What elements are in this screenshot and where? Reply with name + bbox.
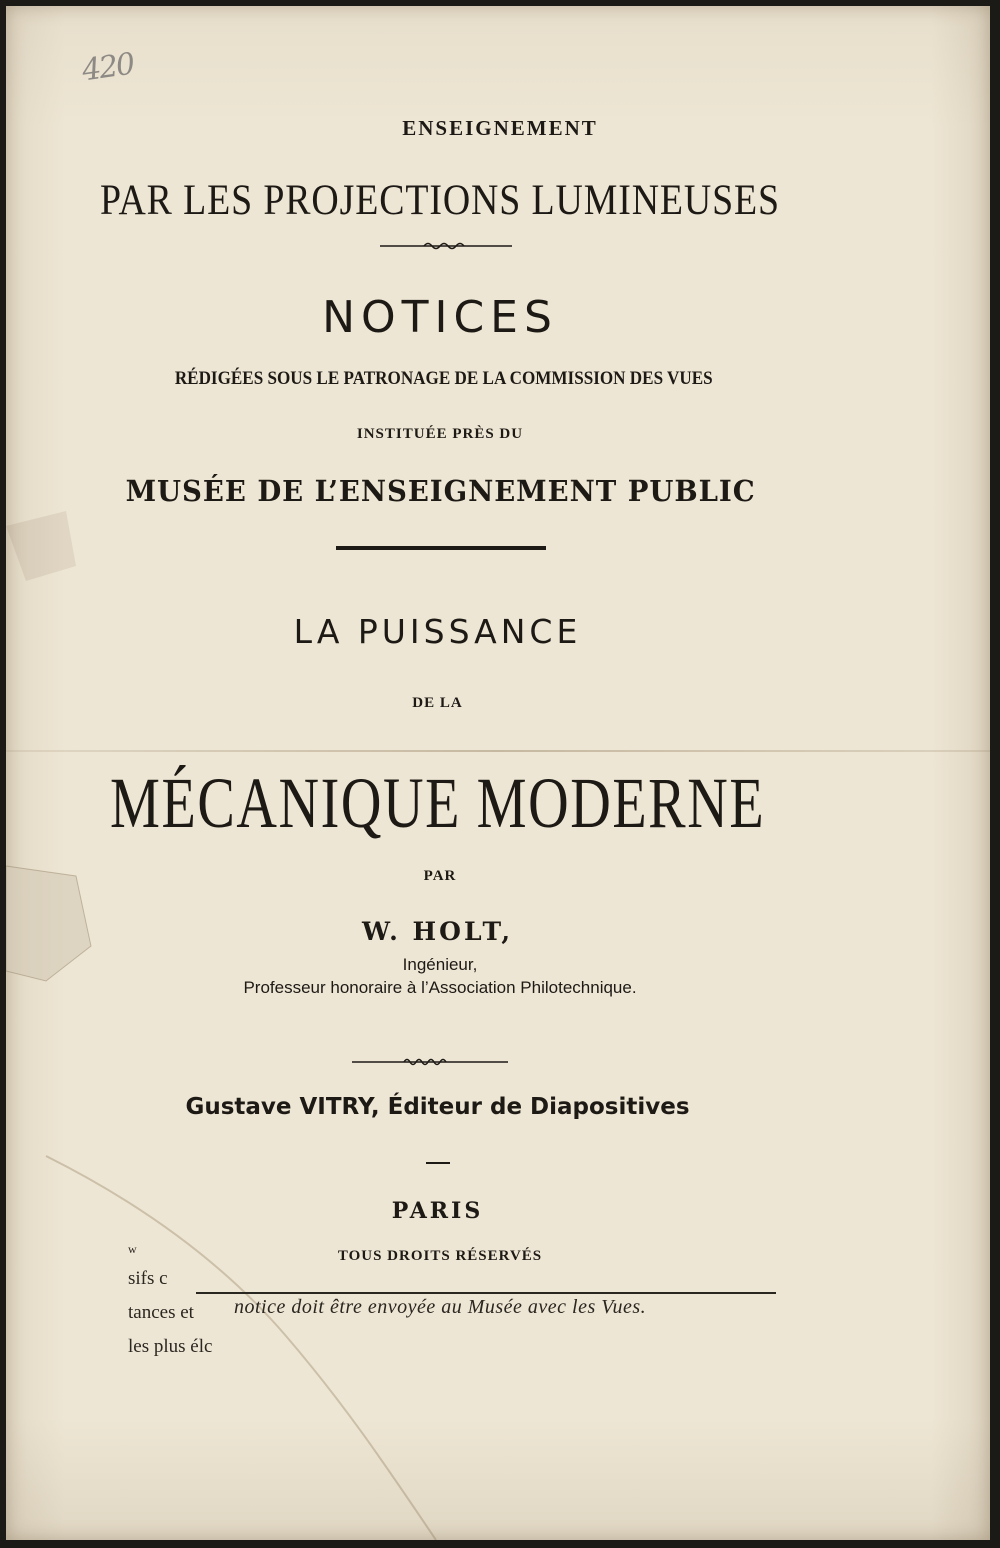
rights-reserved: TOUS DROITS RÉSERVÉS	[337, 1248, 543, 1264]
notice-line: notice doit être envoyée au Musée avec les Vues.	[234, 1296, 647, 1318]
ornament-rule-top	[380, 240, 512, 252]
notices-subtitle: RÉDIGÉES SOUS LE PATRONAGE DE LA COMMISSION DES VUES	[174, 368, 713, 389]
author-role: Ingénieur,	[402, 955, 478, 974]
museum-name: MUSÉE DE L’ENSEIGNEMENT PUBLIC	[125, 474, 756, 508]
publisher-city: PARIS	[391, 1198, 484, 1224]
underlying-fragment: sifs c	[128, 1268, 168, 1289]
short-dash	[426, 1162, 450, 1164]
ornament-rule-mid	[352, 1056, 508, 1068]
underlying-fragment: les plus élc	[128, 1336, 213, 1357]
work-title-line1: LA PUISSANCE	[293, 612, 582, 651]
work-title-main: MÉCANIQUE MODERNE	[110, 763, 766, 843]
underlying-fragment: tances et	[128, 1302, 194, 1323]
author-name: W. HOLT,	[361, 917, 514, 946]
publisher-name: Gustave VITRY, Éditeur de Diapositives	[185, 1094, 690, 1120]
instituted-line: INSTITUÉE PRÈS DU	[356, 426, 524, 442]
author-title: Professeur honoraire à l’Association Philotechnique.	[243, 978, 637, 997]
work-title-line2: DE LA	[412, 695, 463, 711]
pencil-annotation: 420	[79, 46, 136, 89]
notices-title: NOTICES	[322, 292, 558, 343]
header-projections: PAR LES PROJECTIONS LUMINEUSES	[100, 177, 780, 224]
thick-rule	[336, 546, 546, 550]
underlying-fragment: w	[128, 1242, 137, 1256]
header-enseignement: ENSEIGNEMENT	[402, 116, 598, 140]
notice-rule	[196, 1292, 776, 1294]
par-label: PAR	[423, 868, 457, 884]
underlying-page-text	[128, 1242, 248, 1364]
paper-fold	[6, 750, 990, 752]
